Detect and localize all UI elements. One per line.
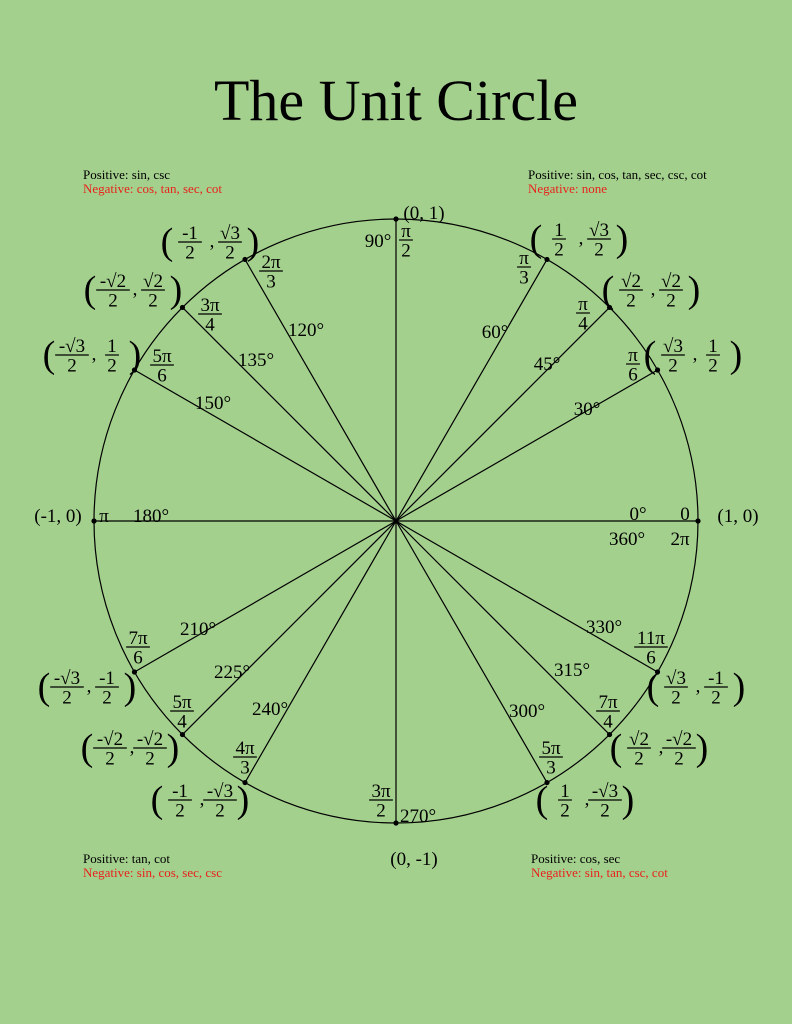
angle-330-coordinate-label-x — [664, 668, 688, 709]
angle-45-coordinate-label — [602, 269, 701, 312]
angle-240-coordinate-label-close-paren: ) — [236, 779, 250, 821]
angle-300-coordinate-label-y-denominator: 2 — [600, 800, 610, 822]
angle-30-radian-label-denominator: 6 — [628, 364, 638, 386]
angle-45-coordinate-label-x-denominator: 2 — [626, 290, 636, 312]
angle-210-coordinate-label-comma: , — [86, 676, 92, 697]
angle-150-radian-label-denominator: 6 — [157, 365, 167, 387]
angle-300-coordinate-label-close-paren: ) — [621, 779, 635, 821]
angle-270-radian-label-numerator: 3π — [371, 781, 391, 802]
angle-30-radian-label-numerator: π — [628, 345, 638, 366]
angle-270-radian-label — [369, 781, 393, 822]
angle-45-radian-label-numerator: π — [578, 294, 588, 315]
angle-135-coordinate-label-comma: , — [132, 279, 138, 300]
angle-60-coordinate-label-x — [552, 220, 566, 261]
angle-90-radian-label — [399, 221, 413, 262]
angle-225-radian-label-numerator: 5π — [172, 692, 192, 713]
angle-120-radian-label-denominator: 3 — [266, 271, 276, 293]
angle-240-coordinate-label-x-denominator: 2 — [175, 800, 185, 822]
angle-120-degree-label: 120° — [287, 320, 325, 341]
angle-300-coordinate-label-open-paren: ( — [535, 779, 549, 821]
angle-180-radian-label: π — [99, 506, 109, 527]
angle-135-radian-label-numerator: 3π — [200, 295, 220, 316]
angle-60-radius-line — [396, 259, 547, 521]
angle-210-coordinate-label-x — [50, 668, 84, 709]
angle-60-degree-label: 60° — [481, 322, 509, 343]
angle-150-radian-label-numerator: 5π — [152, 346, 172, 367]
angle-30-degree-label: 30° — [573, 399, 601, 420]
angle-330-coordinate-label-comma: , — [695, 676, 701, 697]
angle-240-coordinate-label-y-numerator: -√3 — [206, 781, 234, 802]
angle-330-coordinate-label-x-denominator: 2 — [671, 687, 681, 709]
angle-225-radian-label-denominator: 4 — [177, 711, 187, 733]
angle-225-coordinate-label-comma: , — [129, 737, 135, 758]
angle-120-coordinate-label-x — [178, 223, 202, 264]
angle-90-point — [393, 216, 398, 221]
angle-60-radian-label-denominator: 3 — [519, 267, 529, 289]
angle-30-radian-label — [626, 345, 640, 386]
angle-0-radian-alt-label: 2π — [670, 529, 690, 550]
page-title: The Unit Circle — [213, 68, 578, 133]
angle-135-coordinate-label-x — [96, 271, 130, 312]
angle-120-coordinate-label-comma: , — [209, 231, 215, 252]
angle-225-coordinate-label-x-denominator: 2 — [105, 748, 115, 770]
angle-300-coordinate-label-x — [558, 781, 572, 822]
angle-90-coordinate-label: (0, 1) — [403, 203, 445, 224]
angle-270-coordinate-label: (0, -1) — [390, 849, 438, 870]
angle-150-coordinate-label — [43, 334, 142, 377]
angle-225-coordinate-label — [81, 727, 180, 770]
angle-135-coordinate-label-y — [141, 271, 165, 312]
angle-60-coordinate-label-y-denominator: 2 — [594, 239, 604, 261]
angle-210-radian-label-denominator: 6 — [133, 647, 143, 669]
angle-315-coordinate-label-y-numerator: -√2 — [665, 729, 693, 750]
angle-30-coordinate-label-x — [661, 336, 685, 377]
angle-210-degree-label: 210° — [179, 619, 217, 640]
angle-45-radian-label-denominator: 4 — [578, 313, 588, 335]
angle-240-radian-label-numerator: 4π — [235, 738, 255, 759]
angle-60-coordinate-label-x-denominator: 2 — [554, 239, 564, 261]
angle-45-coordinate-label-y — [659, 271, 683, 312]
angle-30-coordinate-label-x-denominator: 2 — [668, 355, 678, 377]
angle-45-coordinate-label-y-numerator: √2 — [661, 271, 681, 292]
angle-240-coordinate-label-y-denominator: 2 — [215, 800, 225, 822]
angle-60-coordinate-label-comma: , — [578, 228, 584, 249]
angle-90-degree-label: 90° — [364, 231, 392, 252]
angle-45-coordinate-label-close-paren: ) — [687, 269, 701, 311]
angle-270-point — [393, 820, 398, 825]
angle-330-coordinate-label-x-numerator: √3 — [666, 668, 686, 689]
angle-210-coordinate-label-close-paren: ) — [123, 666, 137, 708]
angle-60-coordinate-label-y — [587, 220, 611, 261]
angle-315-radius-line — [396, 521, 610, 735]
angle-150-coordinate-label-y-numerator: 1 — [107, 336, 117, 357]
angle-150-coordinate-label-y — [105, 336, 119, 377]
angle-300-coordinate-label — [536, 779, 635, 822]
quadrant-3-negative: Negative: sin, cos, sec, csc — [83, 865, 222, 880]
angle-45-coordinate-label-x-numerator: √2 — [621, 271, 641, 292]
angle-240-degree-label: 240° — [251, 699, 289, 720]
angle-150-radius-line — [134, 370, 396, 521]
angle-330-coordinate-label — [647, 666, 746, 709]
angle-330-radian-label-numerator: 11π — [637, 628, 665, 649]
angle-330-coordinate-label-y-denominator: 2 — [711, 687, 721, 709]
angle-150-coordinate-label-x-numerator: -√3 — [58, 336, 86, 357]
angle-210-coordinate-label-y — [95, 668, 119, 709]
angle-45-coordinate-label-open-paren: ( — [601, 269, 615, 311]
angle-315-degree-label: 315° — [553, 660, 591, 681]
angle-150-coordinate-label-x — [55, 336, 89, 377]
angle-315-radian-label-numerator: 7π — [598, 692, 618, 713]
angle-225-coordinate-label-x-numerator: -√2 — [96, 729, 124, 750]
angle-330-coordinate-label-open-paren: ( — [646, 666, 660, 708]
angle-330-degree-label: 330° — [585, 617, 623, 638]
angle-150-coordinate-label-open-paren: ( — [42, 334, 56, 376]
quadrant-1-positive: Positive: sin, cos, tan, sec, csc, cot — [528, 167, 707, 182]
angle-135-coordinate-label-x-denominator: 2 — [108, 290, 118, 312]
angle-225-coordinate-label-y-denominator: 2 — [145, 748, 155, 770]
angle-210-coordinate-label-y-numerator: -1 — [99, 668, 115, 689]
angle-30-radius-line — [396, 370, 658, 521]
angle-60-coordinate-label-x-numerator: 1 — [554, 220, 564, 241]
angle-210-radius-line — [134, 521, 396, 672]
angle-315-coordinate-label — [610, 727, 709, 770]
quadrant-2-negative: Negative: cos, tan, sec, cot — [83, 181, 222, 196]
angle-240-coordinate-label-y — [203, 781, 237, 822]
angle-210-coordinate-label — [38, 666, 137, 709]
angle-90-radian-label-numerator: π — [401, 221, 411, 242]
angle-315-coordinate-label-x-numerator: √2 — [629, 729, 649, 750]
angle-210-coordinate-label-y-denominator: 2 — [102, 687, 112, 709]
angle-120-radian-label — [259, 252, 283, 293]
angle-30-coordinate-label-y-numerator: 1 — [708, 336, 718, 357]
angle-0-point — [695, 518, 700, 523]
quadrant-4-positive: Positive: cos, sec — [531, 851, 621, 866]
angle-300-radian-label-denominator: 3 — [546, 757, 556, 779]
angle-0-radian-label: 0 — [680, 504, 690, 525]
angle-300-degree-label: 300° — [508, 701, 546, 722]
angle-240-coordinate-label-x-numerator: -1 — [172, 781, 188, 802]
angle-315-coordinate-label-comma: , — [658, 737, 664, 758]
angle-225-coordinate-label-x — [93, 729, 127, 770]
angle-135-coordinate-label-y-denominator: 2 — [148, 290, 158, 312]
angle-135-degree-label: 135° — [237, 350, 275, 371]
angle-210-coordinate-label-x-denominator: 2 — [62, 687, 72, 709]
angle-135-radian-label — [198, 295, 222, 336]
angle-180-degree-label: 180° — [132, 506, 170, 527]
angle-120-coordinate-label-x-denominator: 2 — [185, 242, 195, 264]
angle-120-coordinate-label-close-paren: ) — [246, 221, 260, 263]
angle-210-coordinate-label-x-numerator: -√3 — [53, 668, 81, 689]
angle-135-coordinate-label — [84, 269, 183, 312]
angle-180-coordinate-label: (-1, 0) — [34, 506, 82, 527]
angle-120-coordinate-label-y — [218, 223, 242, 264]
angle-300-radius-line — [396, 521, 547, 783]
angle-45-coordinate-label-y-denominator: 2 — [666, 290, 676, 312]
angle-330-coordinate-label-close-paren: ) — [732, 666, 746, 708]
angle-240-coordinate-label-x — [168, 781, 192, 822]
angle-240-coordinate-label-comma: , — [199, 789, 205, 810]
angle-45-coordinate-label-x — [619, 271, 643, 312]
angle-45-degree-label: 45° — [533, 354, 561, 375]
angle-90-radian-label-denominator: 2 — [401, 240, 411, 262]
angle-240-coordinate-label — [151, 779, 250, 822]
angle-240-radian-label-denominator: 3 — [240, 757, 250, 779]
quadrant-3-positive: Positive: tan, cot — [83, 851, 171, 866]
angle-315-coordinate-label-close-paren: ) — [695, 727, 709, 769]
angle-300-radian-label — [539, 738, 563, 779]
angle-300-radian-label-numerator: 5π — [541, 738, 561, 759]
angle-270-radian-label-denominator: 2 — [376, 800, 386, 822]
angle-30-coordinate-label-open-paren: ( — [643, 334, 657, 376]
angle-30-coordinate-label-x-numerator: √3 — [663, 336, 683, 357]
angle-30-coordinate-label-y-denominator: 2 — [708, 355, 718, 377]
angle-300-coordinate-label-comma: , — [584, 789, 590, 810]
angle-210-coordinate-label-open-paren: ( — [37, 666, 51, 708]
angle-60-coordinate-label — [530, 218, 629, 261]
angle-315-coordinate-label-x — [627, 729, 651, 770]
angle-315-coordinate-label-y-denominator: 2 — [674, 748, 684, 770]
angle-300-coordinate-label-y — [588, 781, 622, 822]
angle-315-coordinate-label-x-denominator: 2 — [634, 748, 644, 770]
angle-30-coordinate-label-y — [706, 336, 720, 377]
angle-120-coordinate-label-x-numerator: -1 — [182, 223, 198, 244]
angle-0-degree-label: 0° — [629, 504, 647, 525]
angle-180-point — [91, 518, 96, 523]
angle-60-point — [544, 257, 549, 262]
angle-120-radian-label-numerator: 2π — [261, 252, 281, 273]
angle-330-radian-label-denominator: 6 — [646, 647, 656, 669]
angle-0-coordinate-label: (1, 0) — [717, 506, 759, 527]
angle-315-radian-label-denominator: 4 — [603, 711, 613, 733]
angle-60-coordinate-label-open-paren: ( — [529, 218, 543, 260]
angle-330-coordinate-label-y-numerator: -1 — [708, 668, 724, 689]
angle-240-radius-line — [245, 521, 396, 783]
angle-300-coordinate-label-y-numerator: -√3 — [591, 781, 619, 802]
angle-270-degree-label: 270° — [399, 806, 437, 827]
angle-315-coordinate-label-open-paren: ( — [609, 727, 623, 769]
angle-225-degree-label: 225° — [213, 662, 251, 683]
angle-135-coordinate-label-open-paren: ( — [83, 269, 97, 311]
angle-240-radian-label — [233, 738, 257, 779]
quadrant-4-negative: Negative: sin, tan, csc, cot — [531, 865, 668, 880]
angle-330-coordinate-label-y — [704, 668, 728, 709]
angle-150-coordinate-label-x-denominator: 2 — [67, 355, 77, 377]
angle-120-coordinate-label-y-numerator: √3 — [220, 223, 240, 244]
quadrant-1-negative: Negative: none — [528, 181, 608, 196]
angle-0-degree-alt-label: 360° — [608, 529, 646, 550]
angle-150-coordinate-label-comma: , — [91, 344, 97, 365]
angle-60-coordinate-label-close-paren: ) — [615, 218, 629, 260]
angle-120-coordinate-label-open-paren: ( — [160, 221, 174, 263]
angle-300-coordinate-label-x-denominator: 2 — [560, 800, 570, 822]
angle-120-radius-line — [245, 259, 396, 521]
angle-300-coordinate-label-x-numerator: 1 — [560, 781, 570, 802]
angle-60-coordinate-label-y-numerator: √3 — [589, 220, 609, 241]
angle-225-coordinate-label-open-paren: ( — [80, 727, 94, 769]
angle-150-coordinate-label-y-denominator: 2 — [107, 355, 117, 377]
angle-120-coordinate-label-y-denominator: 2 — [225, 242, 235, 264]
angle-135-radian-label-denominator: 4 — [205, 314, 215, 336]
angle-150-coordinate-label-close-paren: ) — [128, 334, 142, 376]
angle-135-coordinate-label-x-numerator: -√2 — [99, 271, 127, 292]
angle-210-radian-label-numerator: 7π — [128, 628, 148, 649]
angle-30-coordinate-label-comma: , — [692, 344, 698, 365]
angle-315-coordinate-label-y — [662, 729, 696, 770]
angle-225-coordinate-label-close-paren: ) — [166, 727, 180, 769]
angle-240-coordinate-label-open-paren: ( — [150, 779, 164, 821]
angle-225-coordinate-label-y-numerator: -√2 — [136, 729, 164, 750]
angle-135-coordinate-label-y-numerator: √2 — [143, 271, 163, 292]
angle-45-coordinate-label-comma: , — [650, 279, 656, 300]
origin-point — [393, 518, 398, 523]
angle-60-radian-label-numerator: π — [519, 248, 529, 269]
quadrant-2-positive: Positive: sin, csc — [83, 167, 171, 182]
angle-150-degree-label: 150° — [194, 393, 232, 414]
angle-135-coordinate-label-close-paren: ) — [169, 269, 183, 311]
angle-225-coordinate-label-y — [133, 729, 167, 770]
angle-30-coordinate-label-close-paren: ) — [729, 334, 743, 376]
